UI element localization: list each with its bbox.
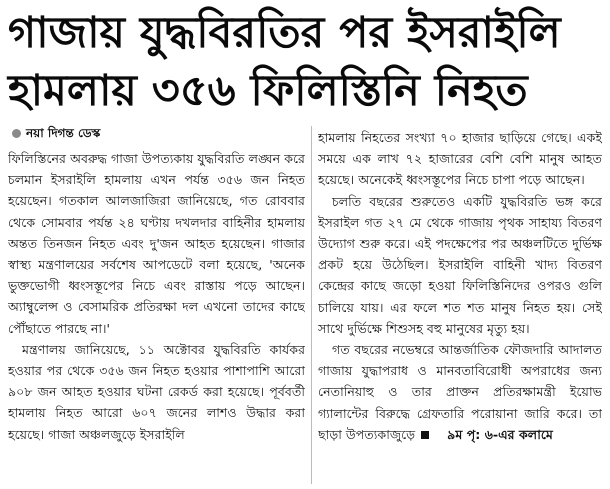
headline-line-2: হামলায় ৩৫৬ ফিলিস্তিনি নিহত xyxy=(8,66,528,116)
column-divider xyxy=(311,126,312,484)
continuation-text: ৯ম পৃ: ৬-এর কলামে xyxy=(447,427,553,443)
byline-text: নয়া দিগন্ত ডেস্ক xyxy=(26,126,101,140)
paragraph: হামলায় নিহতের সংখ্যা ৭০ হাজার ছাড়িয়ে গেছে। একই সময়ে এক লাখ ৭২ হাজারের বেশি বেশি মানুষ আহত হয়েছে। অনেকেই ধ্বংসস্তূপের নিচে চাপা পড়ে আছেন। xyxy=(318,130,602,188)
article-column-left xyxy=(8,148,305,486)
paragraph xyxy=(318,339,602,445)
headline-line-1: গাজায় যুদ্ধবিরতির পর ইসরাইলি xyxy=(8,8,561,58)
bullet-icon xyxy=(12,129,21,138)
paragraph: চলতি বছরের শুরুতেও একটি যুদ্ধবিরতি ভঙ্গ করে ইসরাইল গত ২৭ মে থেকে গাজায় পৃথক সাহায্য বিতরণ উদ্যোগ শুরু করে। এই পদক্ষেপের পর অঞ্চলটিতে দুর্ভিক্ষ প্রকট হয়ে উঠেছিল। ইসরাইলি বাহিনী খাদ্য বিতরণ কেন্দ্রের কাছে জড়ো হওয়া ফিলিস্তিনিদের ওপরও গুলি চালিয়ে যায়। এর ফলে শত শত মানুষ নিহত হয়। সেই সাথে দুর্ভিক্ষে শিশুসহ বহু মানুষের মৃত্যু হয়। xyxy=(318,193,602,336)
continuation-jump xyxy=(421,424,553,445)
paragraph: মন্ত্রণালয় জানিয়েছে, ১১ অক্টোবর যুদ্ধবিরতি কার্যকর হওয়ার পর থেকে ৩৫৬ জন নিহত হওয়ার পাশাপাশি আরো ৯০৮ জন আহত হওয়ার ঘটনা রেকর্ড করা হয়েছে। পূর্ববর্তী হামলায় নিহত আরো ৬০৭ জনের লাশও উদ্ধার করা হয়েছে। গাজা অঞ্চলজুড়ে ইসরাইলি xyxy=(8,341,305,442)
paragraph: ফিলিস্তিনের অবরুদ্ধ গাজা উপত্যকায় যুদ্ধবিরতি লঙ্ঘন করে চলমান ইসরাইলি হামলায় এখন পর্যন্ত ৩৫৬ জন নিহত হয়েছেন। গতকাল আলজাজিরা জানিয়েছে, গত রোববার থেকে সোমবার পর্যন্ত ২৪ ঘণ্টায় দখলদার বাহিনীর হামলায় অন্তত তিনজন নিহত এবং দু'জন আহত হয়েছেন। গাজার স্বাস্থ্য মন্ত্রণালয়ের সর্বশেষ আপডেটে বলা হয়েছে, 'অনেক ভুক্তভোগী ধ্বংসস্তূপের নিচে এবং রাস্তায় পড়ে আছেন। অ্যাম্বুলেন্স ও বেসামরিক প্রতিরক্ষা দল এখনো তাদের কাছে পৌঁছাতে পারছে না।' xyxy=(8,151,305,336)
paragraph-text: গত বছরের নভেম্বরে আন্তর্জাতিক ফৌজদারি আদালত গাজায় যুদ্ধাপরাধ ও মানবতাবিরোধী অপরাধের জন্য নেতানিয়াহু ও তার প্রাক্তন প্রতিরক্ষামন্ত্রী ইয়োভ গ্যালান্টের বিরুদ্ধে গ্রেফতারি পরোয়ানা জারি করে। তা ছাড়া উপত্যকাজুড়ে xyxy=(318,342,602,442)
headline xyxy=(8,4,602,120)
square-bullet-icon xyxy=(421,431,429,439)
article-column-right xyxy=(318,127,602,487)
byline xyxy=(12,125,100,141)
